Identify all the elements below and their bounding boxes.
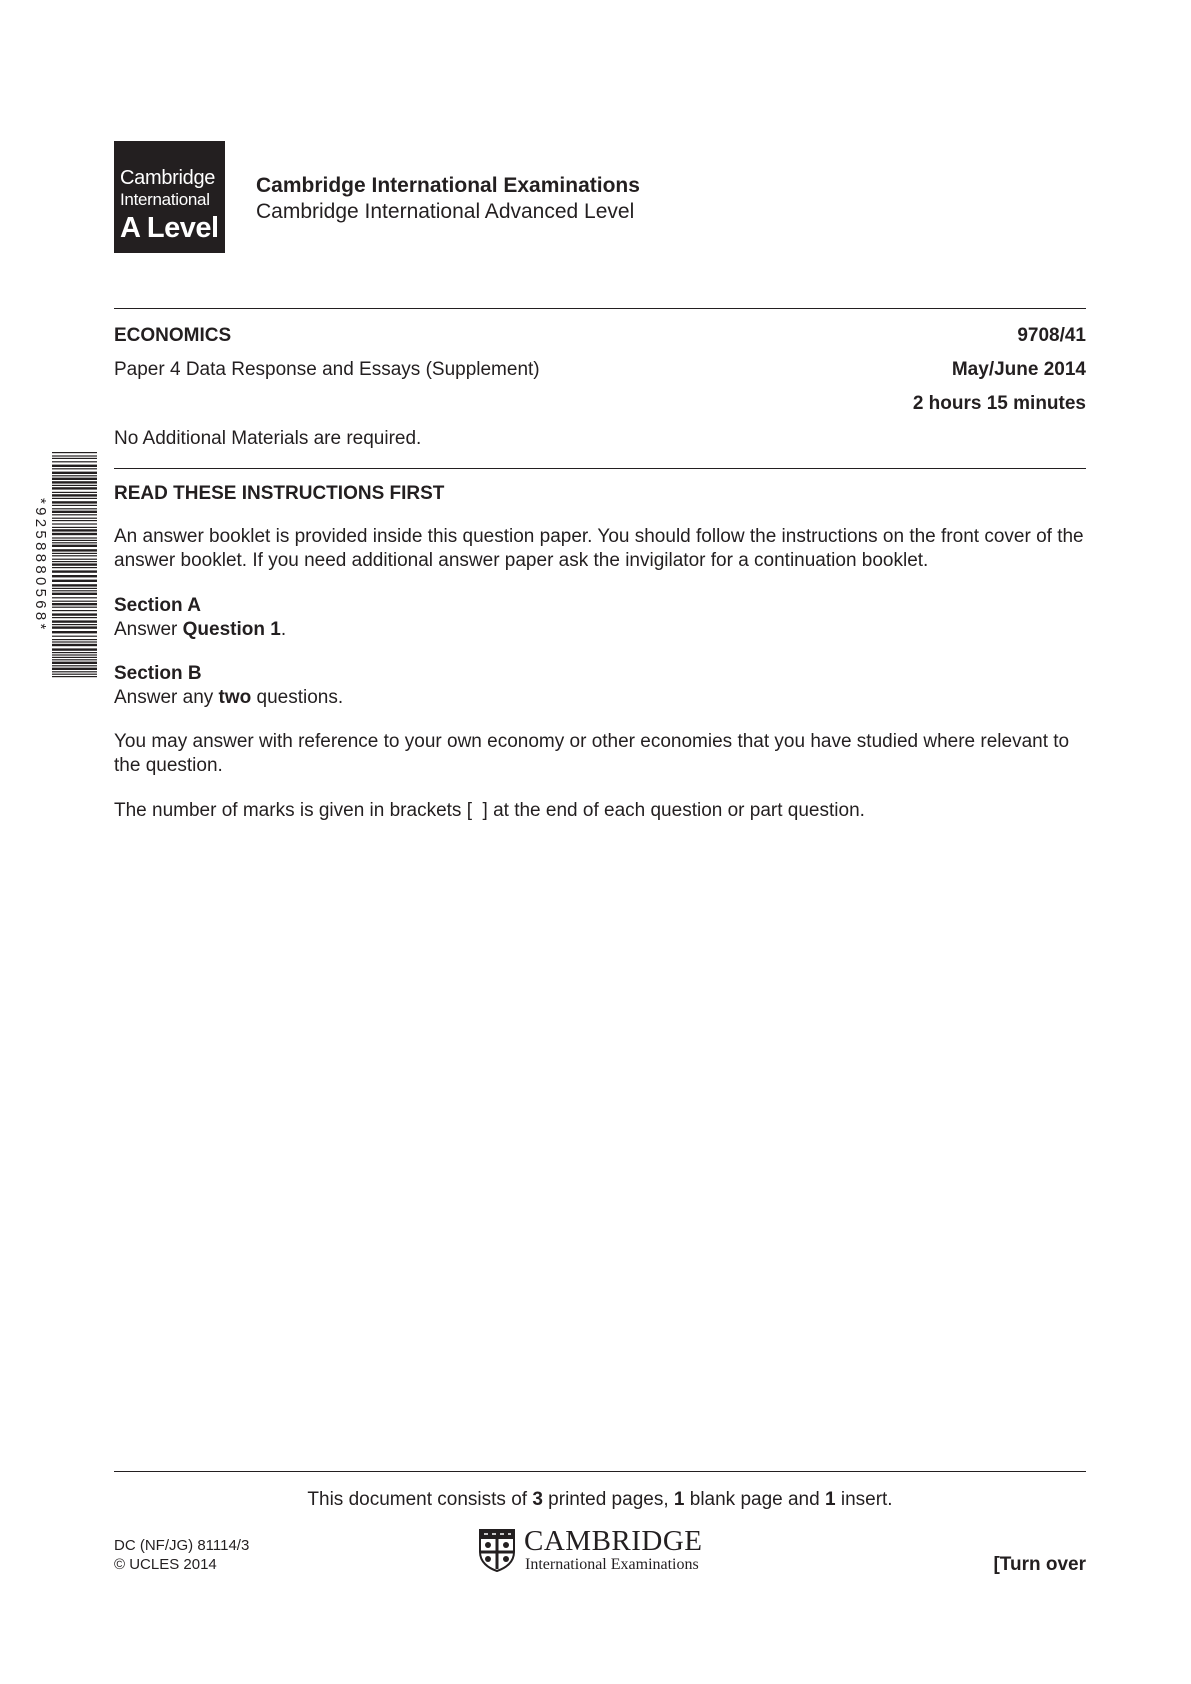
reference-note: You may answer with reference to your own economy or other economies that you have studied where relevant to the question. (114, 731, 1070, 776)
section-b-text-pre: Answer any (114, 687, 219, 708)
booklet-instructions: An answer booklet is provided inside this question paper. You should follow the instructions on the front cover of the answer booklet. If you need additional answer paper ask the invigilator for a continuation booklet. (114, 526, 1084, 571)
section-a-instruction (114, 618, 1089, 642)
paper-code: 9708/41 (1017, 325, 1086, 346)
blank-pages-count: 1 (673, 1489, 685, 1510)
printed-pages-count: 3 (532, 1489, 543, 1510)
materials-note: No Additional Materials are required. (114, 428, 422, 449)
turn-over-label: [Turn over (993, 1554, 1086, 1575)
logo-line-a-level: A Level (120, 212, 219, 244)
cambridge-wordmark-sub: International Examinations (525, 1556, 699, 1573)
section-a-title: Section A (114, 595, 201, 616)
logo-line-cambridge: Cambridge (120, 167, 216, 189)
middle-divider (114, 468, 1086, 469)
exam-session: May/June 2014 (951, 359, 1086, 380)
section-a-text-bold: Question 1 (182, 619, 281, 640)
insert-count: 1 (824, 1489, 836, 1510)
page-count-text: This document consists of (307, 1489, 533, 1510)
barcode (30, 450, 100, 680)
qualification-name: Cambridge International Advanced Level (256, 200, 635, 223)
page-count-text: blank page and (684, 1489, 825, 1510)
section-b-block (114, 662, 1089, 710)
page-count-note (114, 1488, 1086, 1512)
page-count-text: insert. (835, 1489, 893, 1510)
barcode-digits: *9258880568* (32, 497, 49, 633)
page-count-text: printed pages, (542, 1489, 674, 1510)
section-b-instruction (114, 686, 1089, 710)
document-reference: DC (NF/JG) 81114/3 (114, 1537, 250, 1554)
paper-title: Paper 4 Data Response and Essays (Supplement) (114, 359, 540, 380)
section-a-block (114, 594, 1089, 642)
section-b-title: Section B (114, 663, 202, 684)
section-b-text-bold: two (218, 687, 252, 708)
copyright: © UCLES 2014 (114, 1556, 217, 1573)
barcode-bars-icon (52, 450, 97, 680)
marks-note: The number of marks is given in brackets [ ] at the end of each question or part question. (114, 800, 865, 821)
section-a-text-pre: Answer (114, 619, 183, 640)
footer-divider (114, 1471, 1086, 1472)
exam-duration: 2 hours 15 minutes (912, 393, 1086, 414)
logo-line-international: International (120, 190, 210, 209)
cambridge-examinations-logo (478, 1526, 718, 1574)
org-name: Cambridge International Examinations (256, 174, 640, 197)
top-divider (114, 308, 1086, 309)
cambridge-wordmark: CAMBRIDGE (524, 1525, 703, 1557)
subject-title: ECONOMICS (114, 325, 232, 346)
cambridge-crest-icon (478, 1528, 516, 1572)
section-b-text-post: questions. (251, 687, 344, 708)
section-a-text-post: . (280, 619, 287, 640)
cambridge-a-level-logo (114, 141, 225, 253)
instructions-heading: READ THESE INSTRUCTIONS FIRST (114, 483, 445, 504)
